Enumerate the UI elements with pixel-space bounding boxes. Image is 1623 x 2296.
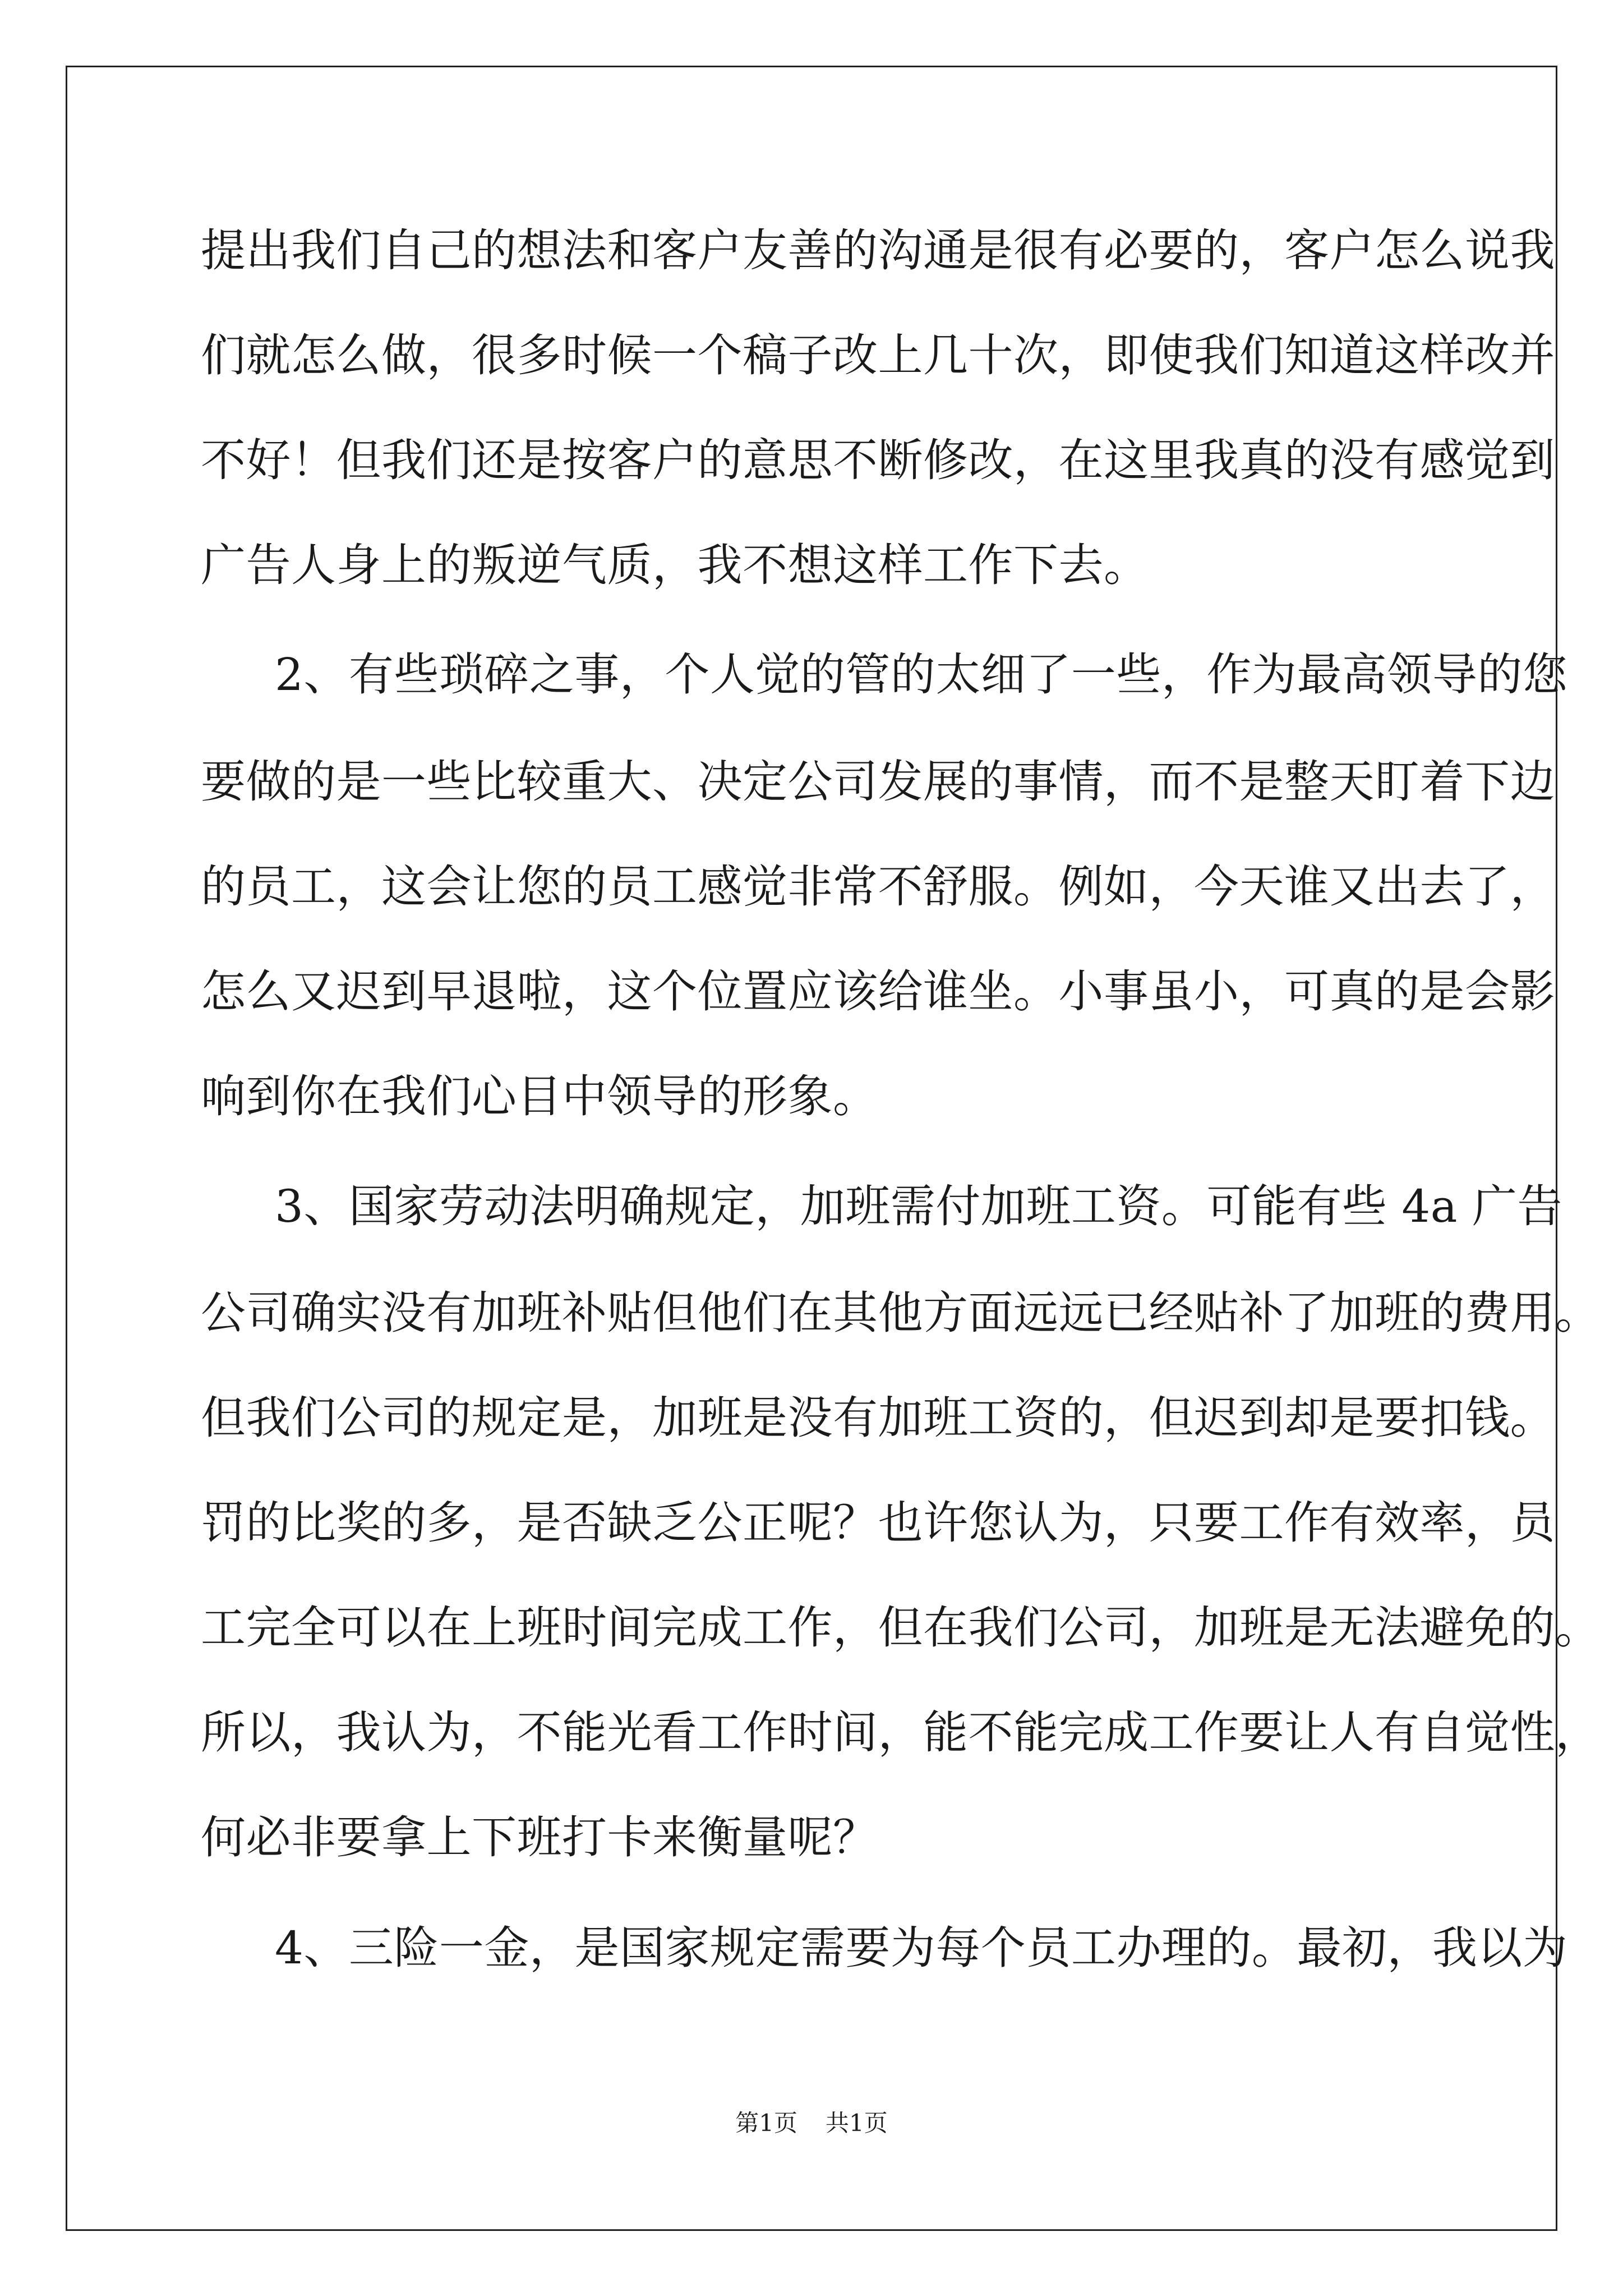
text-line: 工完全可以在上班时间完成工作，但在我们公司，加班是无法避免的。 [201,1602,1601,1654]
text-line: 怎么又迟到早退啦，这个位置应该给谁坐。小事虽小，可真的是会影 [201,965,1555,1018]
text-line: 要做的是一些比较重大、决定公司发展的事情，而不是整天盯着下边 [201,756,1555,808]
text-line: 不好！但我们还是按客户的意思不断修改，在这里我真的没有感觉到 [201,434,1555,486]
text-line: 的员工，这会让您的员工感觉非常不舒服。例如，今天谁又出去了， [201,861,1555,913]
page-total: 共1页 [826,2109,888,2137]
text-line: 所以，我认为，不能光看工作时间，能不能完成工作要让人有自觉性， [201,1706,1601,1759]
text-line: 广告人身上的叛逆气质，我不想这样工作下去。 [201,539,1149,591]
text-line: 罚的比奖的多，是否缺乏公正呢？也许您认为，只要工作有效率，员 [201,1497,1555,1549]
paragraph-start-line: 3、国家劳动法明确规定，加班需付加班工资。可能有些 4a 广告 [275,1180,1562,1232]
text-line: 公司确实没有加班补贴但他们在其他方面远远已经贴补了加班的费用。 [201,1287,1601,1339]
page-footer [0,2101,1623,2146]
paragraph-start-line: 4、三险一金，是国家规定需要为每个员工办理的。最初，我以为 [275,1922,1568,1974]
text-line: 们就怎么做，很多时候一个稿子改上几十次，即使我们知道这样改并 [201,329,1555,381]
text-line: 何必非要拿上下班打卡来衡量呢？ [201,1811,878,1864]
paragraph-start-line: 2、有些琐碎之事，个人觉的管的太细了一些，作为最高领导的您 [275,648,1568,701]
page-number: 第1页 [735,2109,797,2137]
text-line: 提出我们自己的想法和客户友善的沟通是很有必要的，客户怎么说我 [201,224,1555,277]
text-line: 响到你在我们心目中领导的形象。 [201,1070,878,1122]
text-line: 但我们公司的规定是，加班是没有加班工资的，但迟到却是要扣钱。 [201,1392,1555,1444]
